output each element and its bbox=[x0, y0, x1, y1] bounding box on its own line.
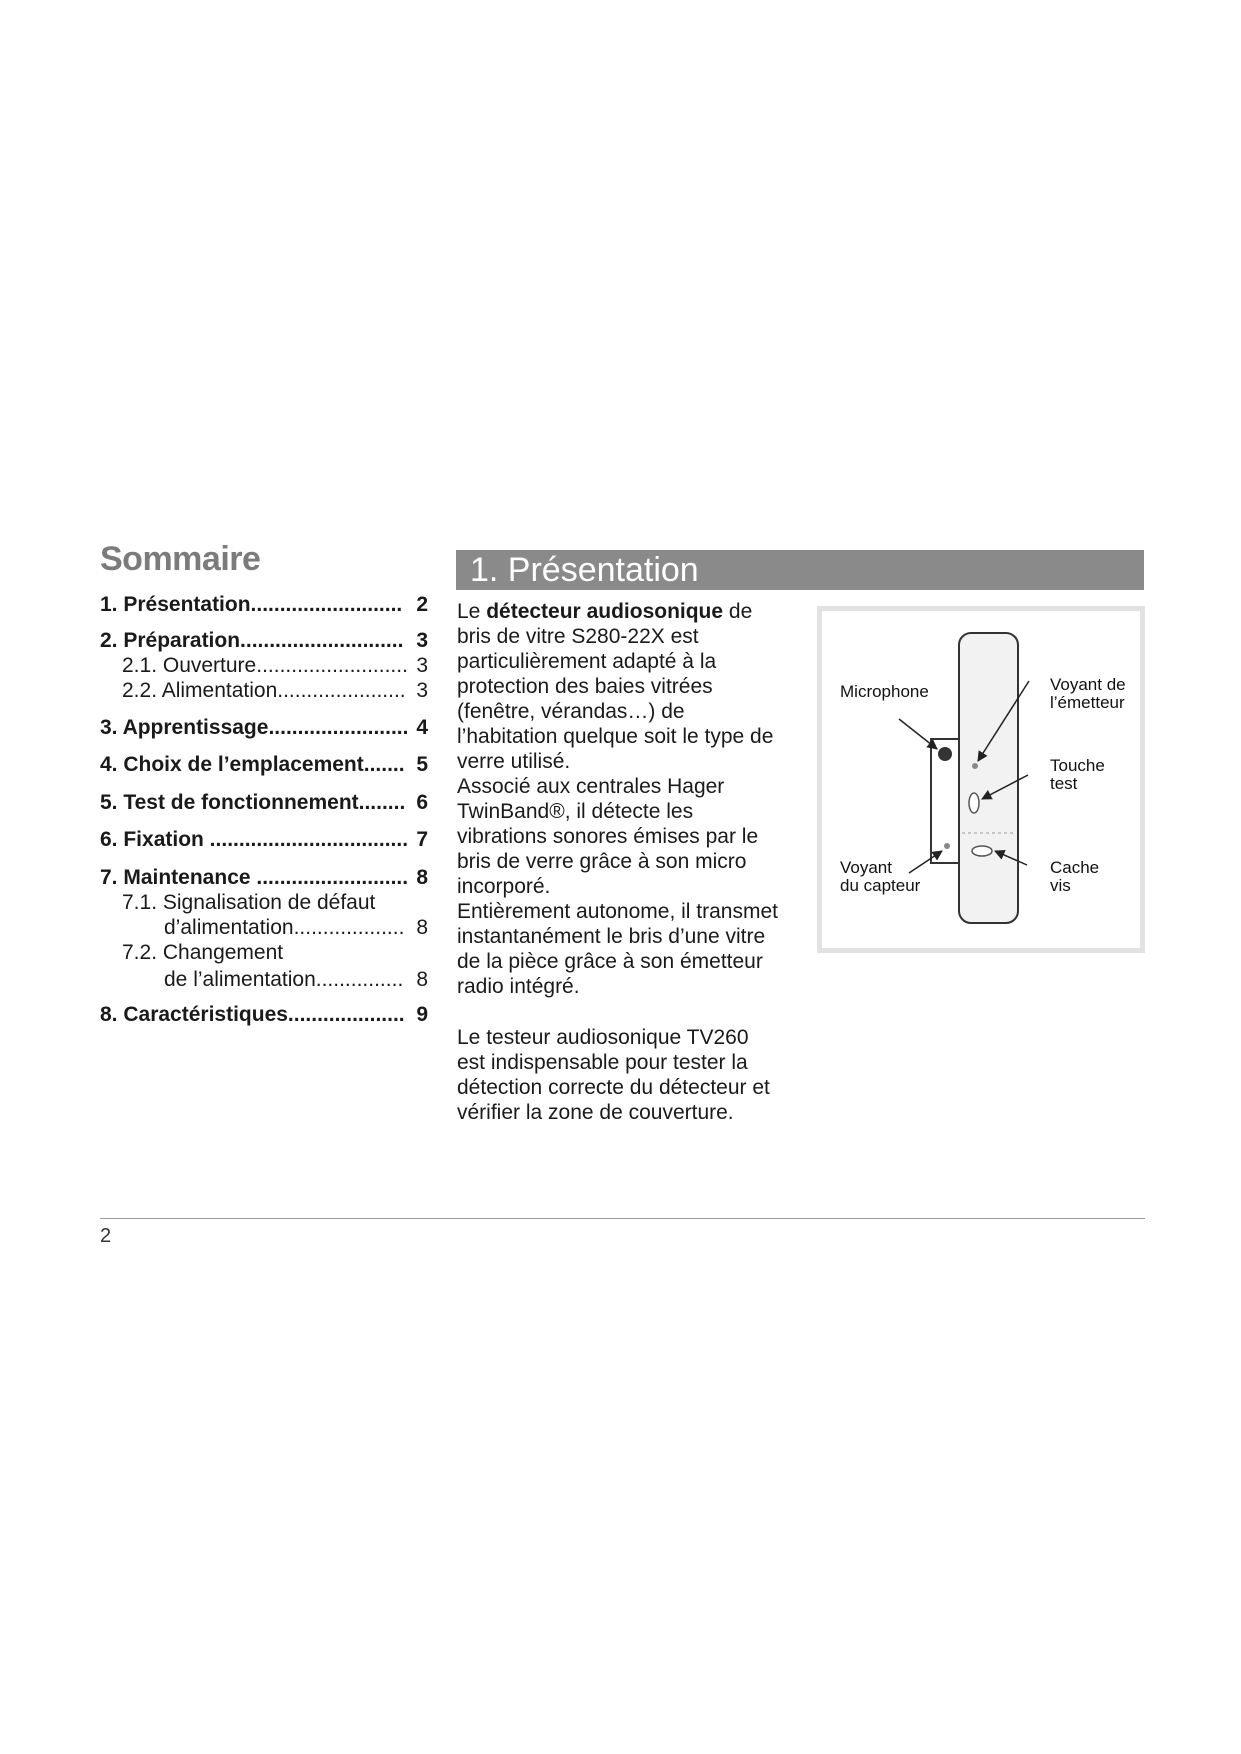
toc-label: 7.2. Changement bbox=[122, 941, 284, 964]
text-line: incorporé. bbox=[457, 875, 551, 898]
text-line: instantanément le bris d’une vitre bbox=[457, 925, 766, 948]
toc-page: 8 bbox=[416, 968, 428, 991]
text-line: est indispensable pour tester la bbox=[457, 1051, 748, 1074]
toc-label: 6. Fixation .................................. bbox=[100, 828, 409, 851]
detector-body bbox=[959, 633, 1018, 923]
toc-page: 6 bbox=[416, 791, 428, 814]
detector-figure bbox=[817, 606, 1145, 953]
text-line: Entièrement autonome, il transmet bbox=[457, 900, 778, 923]
text-line: particulièrement adapté à la bbox=[457, 650, 717, 673]
label-cache-vis: Cache vis bbox=[1050, 858, 1100, 895]
label-voyant-emetteur: Voyant de l’émetteur bbox=[1050, 675, 1126, 712]
label-touche-test: Touche test bbox=[1050, 756, 1105, 793]
toc-page: 8 bbox=[416, 866, 428, 889]
text-line: TwinBand®, il détecte les bbox=[457, 800, 694, 823]
toc-item-emplacement[interactable] bbox=[100, 753, 428, 777]
emphasis-term: détecteur audiosonique bbox=[486, 600, 724, 623]
toc-item-preparation[interactable] bbox=[100, 629, 428, 653]
toc-label: 3. Apprentissage........................ bbox=[100, 716, 409, 739]
toc-label: 7.1. Signalisation de défaut bbox=[122, 891, 376, 914]
toc-label: 2.2. Alimentation...................... bbox=[122, 679, 406, 702]
toc-label: 2. Préparation............................ bbox=[100, 629, 404, 652]
label-voyant-capteur: Voyant du capteur bbox=[840, 858, 921, 895]
text-line: vérifier la zone de couverture. bbox=[457, 1101, 734, 1124]
toc-item-maintenance[interactable] bbox=[100, 866, 428, 890]
toc-page: 4 bbox=[416, 716, 428, 739]
toc-item-apprentissage[interactable] bbox=[100, 716, 428, 740]
text-line: l’habitation quelque soit le type de bbox=[457, 725, 774, 748]
text-line: radio intégré. bbox=[457, 975, 580, 998]
toc-item-test[interactable] bbox=[100, 791, 428, 815]
toc-item-presentation[interactable] bbox=[100, 593, 428, 617]
text-line: Le détecteur audiosonique de bbox=[457, 600, 753, 623]
toc-item-signalisation-cont[interactable] bbox=[164, 916, 428, 940]
footer-divider bbox=[100, 1218, 1145, 1219]
section-header-bar bbox=[456, 550, 1144, 590]
text-line: Le testeur audiosonique TV260 bbox=[457, 1026, 749, 1049]
intro-paragraph bbox=[457, 599, 797, 999]
toc-page: 5 bbox=[416, 753, 428, 776]
led-sensor-icon bbox=[944, 843, 950, 849]
toc-item-changement[interactable] bbox=[122, 941, 428, 965]
toc-item-fixation[interactable] bbox=[100, 828, 428, 852]
toc-item-changement-cont[interactable] bbox=[164, 968, 428, 992]
toc-page: 3 bbox=[416, 679, 428, 702]
screw-cover-icon bbox=[972, 846, 992, 856]
toc-label: 4. Choix de l’emplacement....... bbox=[100, 753, 405, 776]
text-line: bris de verre grâce à son micro bbox=[457, 850, 747, 873]
led-emitter-icon bbox=[972, 763, 978, 769]
toc-item-alimentation[interactable] bbox=[122, 679, 428, 703]
toc-item-ouverture[interactable] bbox=[122, 654, 428, 678]
toc-page: 3 bbox=[416, 654, 428, 677]
text-line: protection des baies vitrées bbox=[457, 675, 713, 698]
toc-page: 7 bbox=[416, 828, 428, 851]
toc-label: 1. Présentation.......................... bbox=[100, 593, 403, 616]
label-microphone: Microphone bbox=[840, 682, 929, 701]
toc-page: 3 bbox=[416, 629, 428, 652]
toc-label: 8. Caractéristiques.................... bbox=[100, 1003, 405, 1026]
page-number: 2 bbox=[100, 1225, 112, 1247]
toc-page: 8 bbox=[416, 916, 428, 939]
toc-title: Sommaire bbox=[100, 540, 261, 578]
toc-label: de l’alimentation............... bbox=[164, 968, 404, 991]
text-line: bris de vitre S280-22X est bbox=[457, 625, 699, 648]
toc-label: d’alimentation................... bbox=[164, 916, 405, 939]
toc-page: 2 bbox=[416, 593, 428, 616]
toc-page: 9 bbox=[416, 1003, 428, 1026]
section-title: 1. Présentation bbox=[470, 551, 699, 589]
text-line: détection correcte du détecteur et bbox=[457, 1076, 770, 1099]
toc-label: 2.1. Ouverture.......................... bbox=[122, 654, 408, 677]
text-line: verre utilisé. bbox=[457, 750, 571, 773]
tester-paragraph bbox=[457, 1025, 797, 1125]
text-line: vibrations sonores émises par le bbox=[457, 825, 759, 848]
microphone-icon bbox=[938, 747, 952, 761]
toc-label: 5. Test de fonctionnement........ bbox=[100, 791, 406, 814]
text-line: de la pièce grâce à son émetteur bbox=[457, 950, 763, 973]
toc-label: 7. Maintenance .......................... bbox=[100, 866, 409, 889]
text-line: Associé aux centrales Hager bbox=[457, 775, 725, 798]
toc-item-caracteristiques[interactable] bbox=[100, 1003, 428, 1027]
text-line: (fenêtre, vérandas…) de bbox=[457, 700, 685, 723]
test-button-icon bbox=[969, 793, 979, 813]
toc-item-signalisation[interactable] bbox=[122, 891, 428, 915]
